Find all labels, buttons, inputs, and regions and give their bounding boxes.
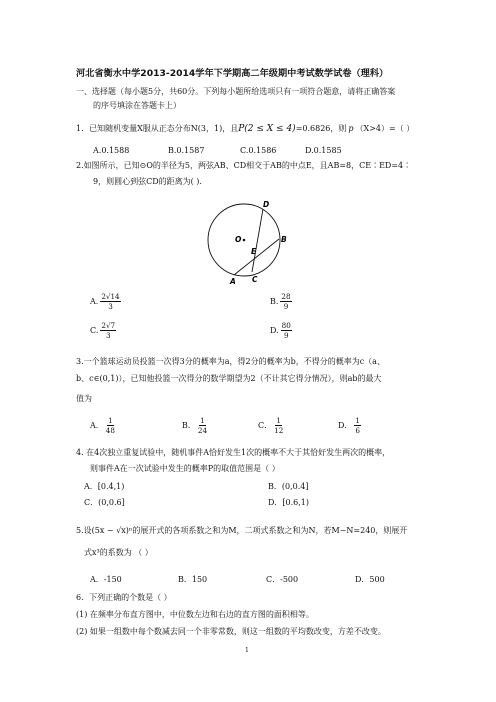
q6-item-1: (1) 在频率分布直方图中，中位数左边和右边的直方图的面积相等。 <box>76 610 314 619</box>
question-2-stem: 2.如图所示，已知⊙O的半径为5，两弦AB、CD相交于AB的中点E，且AB=8，CE∶ED=4∶ <box>76 161 412 170</box>
question-3-stem: 3.一个篮球运动员投篮一次得3分的概率为a，得2分的概率为b，不得分的概率为c（a、 <box>76 357 385 366</box>
q1-option-c: C.0.1586 <box>240 146 277 155</box>
question-4-stem: 4. 在4次独立重复试验中，随机事件A恰好发生1次的概率不大于其恰好发生两次的概率， <box>76 448 391 457</box>
prob-expression: P(2 ≤ X ≤ 4) <box>238 124 296 134</box>
exam-title: 河北省衡水中学2013-2014学年下学期高二年级期中考试数学试卷（理科） <box>76 68 389 79</box>
page-number: 1 <box>245 647 249 654</box>
q1-option-b: B.0.1587 <box>168 146 205 155</box>
question-3-stem-cont: b、c∈(0,1)），已知他投篮一次得分的数学期望为2（不计其它得分情况），则ab的最大 <box>76 374 382 383</box>
circle-figure <box>195 195 295 290</box>
label-e: E <box>251 247 257 256</box>
q3-option-d: D． $\frac{1}{6}$ <box>338 416 360 436</box>
q1-option-d: D.0.1585 <box>305 146 342 155</box>
q4-option-c: C．(0,0.6] <box>84 498 125 507</box>
label-b: B <box>281 235 287 244</box>
q3-option-c: C． $\frac{1}{12}$ <box>258 416 284 436</box>
label-a: A <box>230 277 236 286</box>
question-2-stem-cont: 9，则圆心到弦CD的距离为( )． <box>93 177 208 186</box>
center-point <box>243 239 246 242</box>
section1-heading-cont: 的序号填涂在答题卡上） <box>93 101 181 110</box>
q2-option-b: B. $\frac{28}{9}$ <box>270 292 291 312</box>
q4-option-d: D．[0.6,1) <box>268 498 310 507</box>
question-5-stem-cont: 式x³的系数为 （ ） <box>84 548 153 557</box>
q2-option-c: C. $\frac{2√7}{3}$ <box>90 321 116 341</box>
section1-heading: 一、选择题（每小题5分，共60分。下列每小题所给选项只有一项符合题意，请将正确答案 <box>76 87 396 96</box>
question-3-stem-end: 值为 <box>76 394 92 403</box>
question-1-stem: 1．已知随机变量X服从正态分布N(3，1)，且P(2 ≤ X ≤ 4)=0.6826，则 p （X>4）=（ ） <box>76 124 415 134</box>
question-5-stem: 5.设(5x − √x)ⁿ的展开式的各项系数之和为M，二项式系数之和为N，若M−N=240，则展开 <box>76 526 408 535</box>
q5-option-c: C．-500 <box>266 575 299 584</box>
label-d: D <box>263 200 270 209</box>
q5-option-b: B．150 <box>178 575 208 584</box>
q4-option-b: B．(0,0.4] <box>268 482 309 491</box>
question-4-stem-cont: 则事件A在一次试验中发生的概率P的取值范围是（ ） <box>90 464 280 473</box>
q1-option-a: A.0.1588 <box>93 146 130 155</box>
q2-option-a: A. $\frac{2√14}{3}$ <box>90 292 120 312</box>
q3-option-a: A． $\frac{1}{48}$ <box>90 416 115 436</box>
q2-option-d: D. $\frac{80}{9}$ <box>270 321 291 341</box>
label-o: O <box>235 235 242 244</box>
question-6-stem: 6．下列正确的个数是（ ） <box>76 593 172 602</box>
q5-option-d: D．500 <box>355 575 385 584</box>
q5-option-a: A．-150 <box>90 575 122 584</box>
q6-item-2: (2) 如果一组数中每个数减去同一个非零常数，则这一组数的平均数改变，方差不改变。 <box>76 627 386 636</box>
label-c: C <box>252 275 258 284</box>
chord-cd <box>252 209 263 272</box>
q4-option-a: A．[0.4,1) <box>84 482 125 491</box>
q3-option-b: B． $\frac{1}{24}$ <box>182 416 208 436</box>
